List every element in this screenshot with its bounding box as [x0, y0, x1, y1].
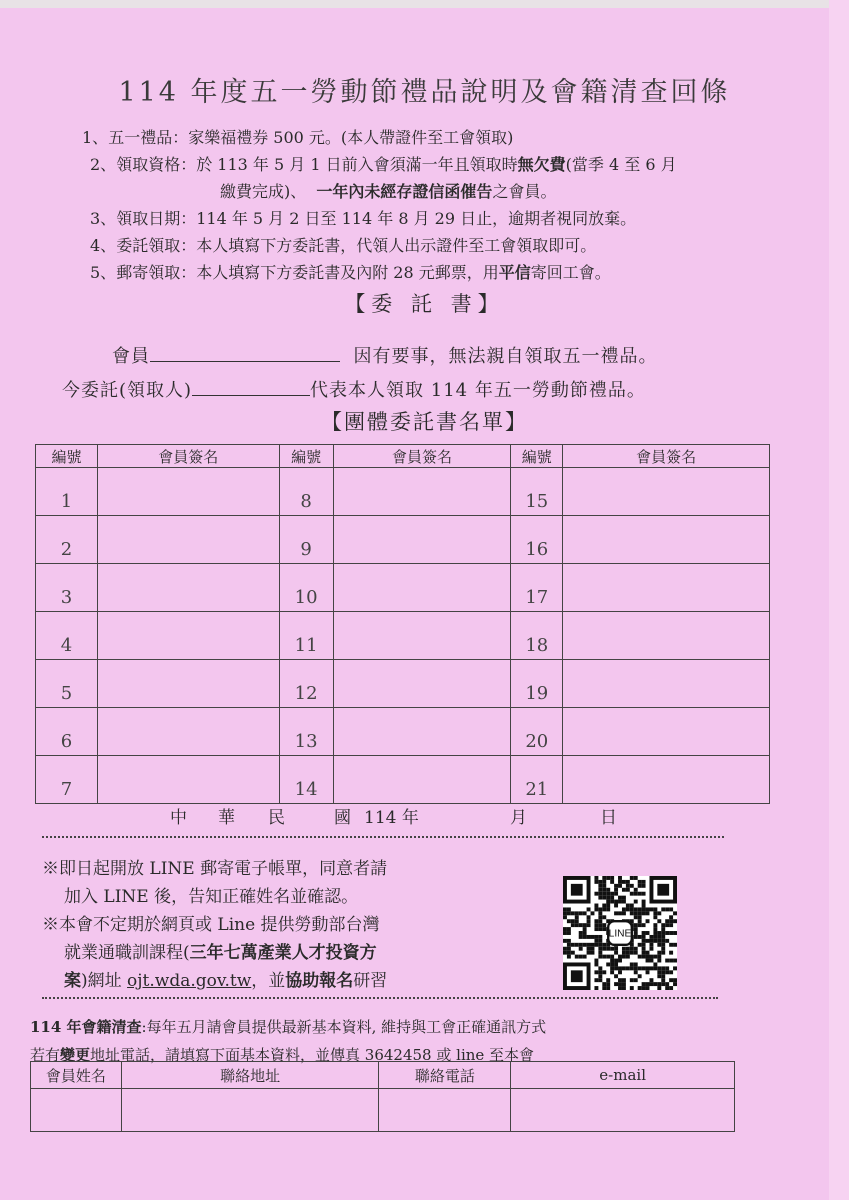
row-number: 6: [36, 708, 98, 756]
item-entrust: 4、委託領取：本人填寫下方委託書，代領人出示證件至工會領取即可。: [90, 236, 597, 255]
table-header-row: [36, 445, 770, 468]
address-cell[interactable]: [121, 1089, 379, 1132]
item-date: 3、領取日期：114 年 5 月 2 日至 114 年 8 月 29 日止，逾期者視同放棄。: [90, 209, 637, 228]
row-number: 14: [279, 756, 333, 804]
phone-cell[interactable]: [379, 1089, 511, 1132]
col-num: 編號: [279, 445, 333, 468]
row-number: 16: [511, 516, 563, 564]
row-number: 4: [36, 612, 98, 660]
table-row: [36, 660, 770, 708]
date-month: 月: [510, 808, 527, 828]
scan-edge-right: [829, 0, 849, 1200]
table-row: [31, 1089, 735, 1132]
row-number: 3: [36, 564, 98, 612]
signature-cell[interactable]: [563, 660, 770, 708]
col-sign: 會員簽名: [563, 445, 770, 468]
table-row: [36, 756, 770, 804]
signature-cell[interactable]: [563, 468, 770, 516]
row-number: 11: [279, 612, 333, 660]
row-number: 21: [511, 756, 563, 804]
signature-cell[interactable]: [333, 516, 511, 564]
group-heading: 【團體委託書名單】: [321, 410, 528, 434]
signature-cell[interactable]: [563, 564, 770, 612]
signature-cell[interactable]: [97, 612, 279, 660]
item-gift: 1、五一禮品：家樂福禮券 500 元。(本人帶證件至工會領取): [82, 128, 514, 147]
group-signature-table: [35, 444, 770, 804]
signature-cell[interactable]: [97, 516, 279, 564]
cut-line: [42, 836, 724, 838]
row-number: 15: [511, 468, 563, 516]
row-number: 18: [511, 612, 563, 660]
notice-block: ※即日起開放 LINE 郵寄電子帳單，同意者請 加入 LINE 後，告知正確姓名並確認。 ※本會不定期於網頁或 Line 提供勞動部台灣 就業通職訓課程(三年七萬產業人才投資方 案)網址 ojt.wda.gov.tw，並協助報名研習: [42, 859, 388, 991]
row-number: 12: [279, 660, 333, 708]
entrust-heading: 【委 託 書】: [344, 292, 505, 316]
table-row: [36, 468, 770, 516]
col-sign: 會員簽名: [333, 445, 511, 468]
date-day: 日: [600, 808, 617, 828]
signature-cell[interactable]: [97, 708, 279, 756]
signature-cell[interactable]: [333, 468, 511, 516]
ojt-link[interactable]: ojt.wda.gov.tw: [127, 971, 252, 991]
signature-cell[interactable]: [97, 468, 279, 516]
row-number: 1: [36, 468, 98, 516]
table-row: [36, 516, 770, 564]
scan-edge: [0, 0, 849, 8]
email-cell[interactable]: [511, 1089, 735, 1132]
row-number: 5: [36, 660, 98, 708]
signature-cell[interactable]: [563, 708, 770, 756]
signature-cell[interactable]: [97, 660, 279, 708]
signature-cell[interactable]: [333, 564, 511, 612]
census-notice: 114 年會籍清查:每年五月請會員提供最新基本資料, 維持與工會正確通訊方式 若有變更地址電話，請填寫下面基本資料，並傳真 3642458 或 line 至本會: [30, 1018, 547, 1064]
row-number: 9: [279, 516, 333, 564]
table-row: [36, 564, 770, 612]
row-number: 7: [36, 756, 98, 804]
item-eligibility: 2、領取資格：於 113 年 5 月 1 日前入會須滿一年且領取時無欠費(當季 4 至 6 月: [90, 155, 677, 174]
col-sign: 會員簽名: [97, 445, 279, 468]
agent-name-field[interactable]: [192, 395, 310, 396]
table-row: [36, 708, 770, 756]
member-name-cell[interactable]: [31, 1089, 122, 1132]
signature-cell[interactable]: [563, 516, 770, 564]
row-number: 20: [511, 708, 563, 756]
member-name-field[interactable]: [150, 361, 340, 362]
row-number: 10: [279, 564, 333, 612]
page-title: 114 年度五一勞動節禮品說明及會籍清查回條: [118, 77, 731, 108]
table-header-row: [31, 1062, 735, 1089]
qr-logo-text: LINE: [608, 928, 632, 940]
row-number: 13: [279, 708, 333, 756]
member-info-table: [30, 1061, 735, 1132]
row-number: 17: [511, 564, 563, 612]
item-eligibility-cont: 繳費完成)、 一年內未經存證信函催告之會員。: [220, 182, 557, 201]
date-year: 114 年: [364, 808, 419, 828]
col-email: e-mail: [511, 1062, 735, 1089]
col-address: 聯絡地址: [121, 1062, 379, 1089]
col-phone: 聯絡電話: [379, 1062, 511, 1089]
signature-cell[interactable]: [97, 756, 279, 804]
row-number: 19: [511, 660, 563, 708]
signature-cell[interactable]: [563, 612, 770, 660]
member-line: 會員 因有要事，無法親自領取五一禮品。: [112, 346, 658, 367]
signature-cell[interactable]: [333, 708, 511, 756]
col-member-name: 會員姓名: [31, 1062, 122, 1089]
signature-cell[interactable]: [333, 756, 511, 804]
row-number: 2: [36, 516, 98, 564]
table-row: [36, 612, 770, 660]
col-num: 編號: [36, 445, 98, 468]
signature-cell[interactable]: [333, 612, 511, 660]
cut-line: [42, 997, 718, 999]
agent-line: 今委託(領取人) 代表本人領取 114 年五一勞動節禮品。: [62, 380, 646, 401]
row-number: 8: [279, 468, 333, 516]
signature-cell[interactable]: [563, 756, 770, 804]
signature-cell[interactable]: [97, 564, 279, 612]
col-num: 編號: [511, 445, 563, 468]
item-mail: 5、郵寄領取：本人填寫下方委託書及內附 28 元郵票，用平信寄回工會。: [90, 263, 611, 282]
signature-cell[interactable]: [333, 660, 511, 708]
instruction-list: [82, 124, 677, 286]
line-qr-code[interactable]: [562, 876, 678, 990]
